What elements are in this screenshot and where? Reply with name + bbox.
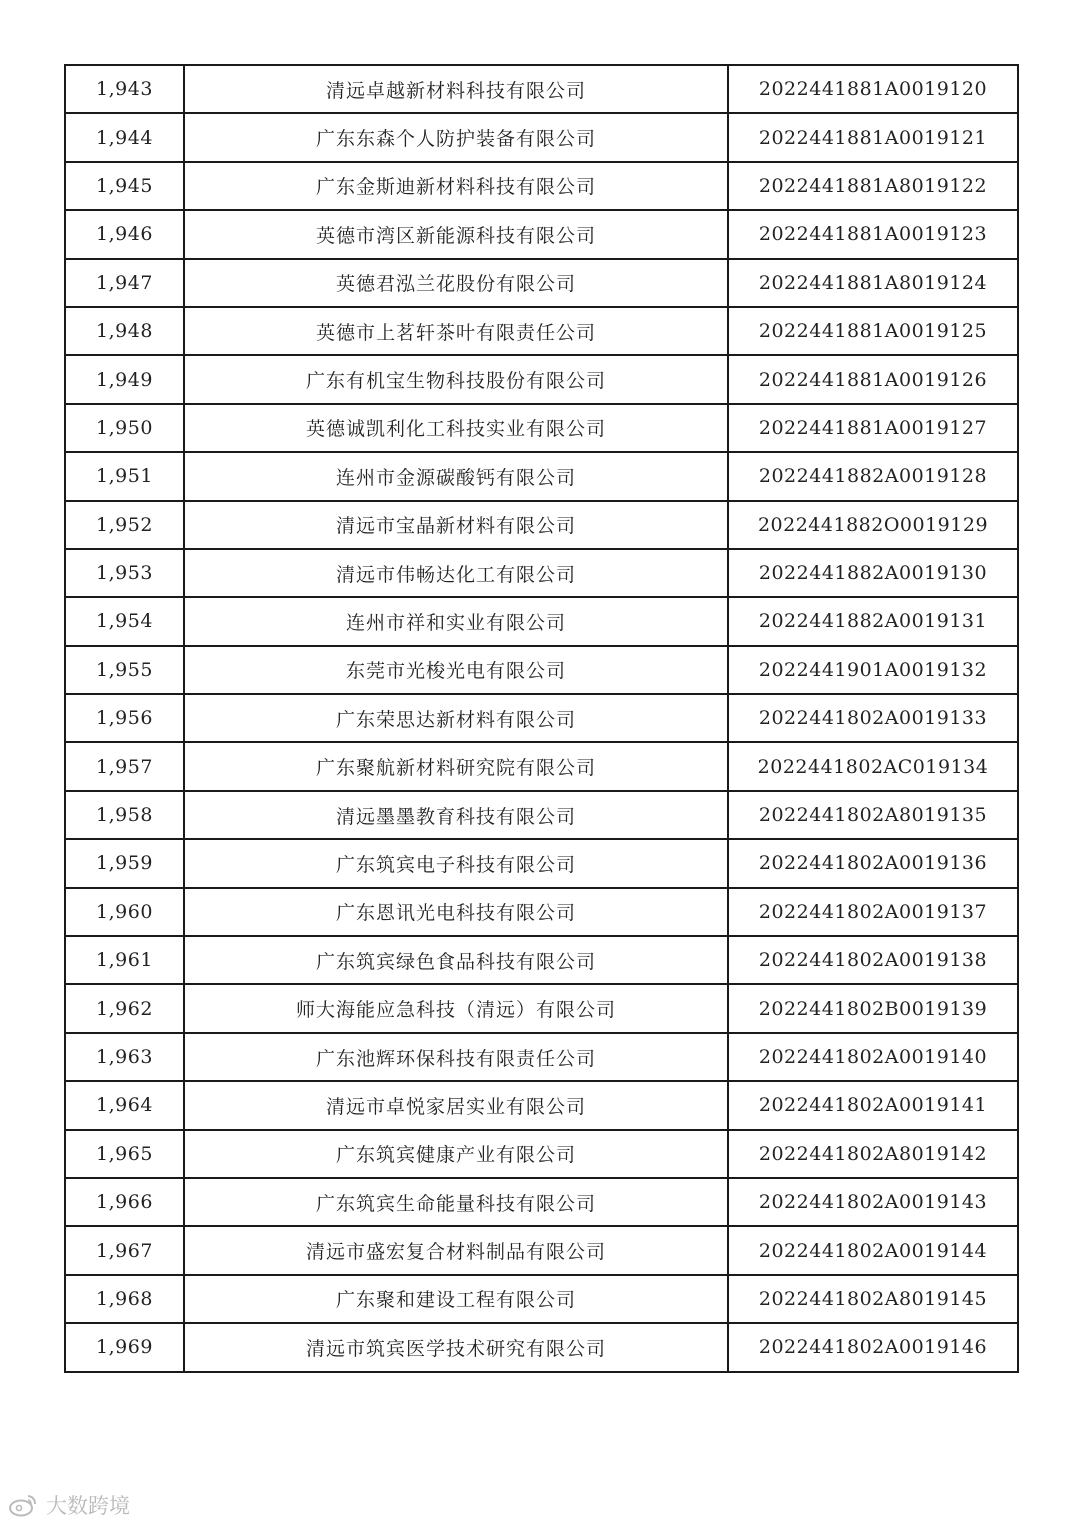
registration-code: 2022441881A0019126: [728, 355, 1018, 403]
company-name: 英德市湾区新能源科技有限公司: [184, 210, 728, 258]
table-row: [65, 452, 1018, 500]
table-row: [65, 1130, 1018, 1178]
registration-code: 2022441882O0019129: [728, 501, 1018, 549]
watermark: [8, 1490, 130, 1520]
registration-code: 2022441802A8019135: [728, 791, 1018, 839]
row-number: 1,947: [65, 259, 184, 307]
row-number: 1,962: [65, 984, 184, 1032]
table-row: [65, 984, 1018, 1032]
company-list-table: [64, 64, 1019, 1373]
table-row: [65, 259, 1018, 307]
company-name: 连州市祥和实业有限公司: [184, 597, 728, 645]
registration-code: 2022441802A0019140: [728, 1033, 1018, 1081]
company-name: 广东筑宾电子科技有限公司: [184, 839, 728, 887]
row-number: 1,959: [65, 839, 184, 887]
registration-code: 2022441802A8019142: [728, 1130, 1018, 1178]
company-name: 广东聚航新材料研究院有限公司: [184, 742, 728, 790]
row-number: 1,944: [65, 113, 184, 161]
table-row: [65, 839, 1018, 887]
company-name: 广东有机宝生物科技股份有限公司: [184, 355, 728, 403]
table-row: [65, 210, 1018, 258]
table-row: [65, 1226, 1018, 1274]
company-name: 清远墨墨教育科技有限公司: [184, 791, 728, 839]
registration-code: 2022441881A0019121: [728, 113, 1018, 161]
registration-code: 2022441802A0019144: [728, 1226, 1018, 1274]
row-number: 1,961: [65, 936, 184, 984]
company-name: 广东池辉环保科技有限责任公司: [184, 1033, 728, 1081]
registration-code: 2022441802A0019141: [728, 1081, 1018, 1129]
row-number: 1,966: [65, 1178, 184, 1226]
company-name: 英德市上茗轩茶叶有限责任公司: [184, 307, 728, 355]
row-number: 1,949: [65, 355, 184, 403]
registration-code: 2022441881A0019120: [728, 65, 1018, 113]
registration-code: 2022441881A8019122: [728, 162, 1018, 210]
row-number: 1,945: [65, 162, 184, 210]
table-row: [65, 113, 1018, 161]
registration-code: 2022441881A0019123: [728, 210, 1018, 258]
row-number: 1,963: [65, 1033, 184, 1081]
registration-code: 2022441802A0019137: [728, 888, 1018, 936]
row-number: 1,951: [65, 452, 184, 500]
company-name: 清远市盛宏复合材料制品有限公司: [184, 1226, 728, 1274]
registration-code: 2022441802A0019136: [728, 839, 1018, 887]
row-number: 1,969: [65, 1323, 184, 1371]
table-row: [65, 404, 1018, 452]
row-number: 1,968: [65, 1275, 184, 1323]
table-row: [65, 501, 1018, 549]
registration-code: 2022441802A0019133: [728, 694, 1018, 742]
table-row: [65, 888, 1018, 936]
registration-code: 2022441881A8019124: [728, 259, 1018, 307]
registration-code: 2022441802A0019143: [728, 1178, 1018, 1226]
weibo-style-logo-icon: [8, 1493, 38, 1517]
table-row: [65, 742, 1018, 790]
row-number: 1,965: [65, 1130, 184, 1178]
table-row: [65, 162, 1018, 210]
row-number: 1,953: [65, 549, 184, 597]
company-name: 广东聚和建设工程有限公司: [184, 1275, 728, 1323]
row-number: 1,955: [65, 646, 184, 694]
company-name: 清远市筑宾医学技术研究有限公司: [184, 1323, 728, 1371]
table-row: [65, 791, 1018, 839]
company-name: 清远市卓悦家居实业有限公司: [184, 1081, 728, 1129]
table-row: [65, 694, 1018, 742]
registration-code: 2022441882A0019130: [728, 549, 1018, 597]
table-row: [65, 1323, 1018, 1371]
registration-code: 2022441882A0019128: [728, 452, 1018, 500]
company-name: 连州市金源碳酸钙有限公司: [184, 452, 728, 500]
registration-code: 2022441802B0019139: [728, 984, 1018, 1032]
company-name: 广东荣思达新材料有限公司: [184, 694, 728, 742]
registration-code: 2022441881A0019125: [728, 307, 1018, 355]
row-number: 1,950: [65, 404, 184, 452]
registration-code: 2022441881A0019127: [728, 404, 1018, 452]
company-name: 广东恩讯光电科技有限公司: [184, 888, 728, 936]
table-row: [65, 307, 1018, 355]
watermark-text: 大数跨境: [46, 1494, 130, 1518]
table-row: [65, 1033, 1018, 1081]
table-row: [65, 1178, 1018, 1226]
registration-code: 2022441882A0019131: [728, 597, 1018, 645]
company-name: 广东金斯迪新材料科技有限公司: [184, 162, 728, 210]
company-name: 清远卓越新材料科技有限公司: [184, 65, 728, 113]
row-number: 1,960: [65, 888, 184, 936]
company-name: 师大海能应急科技（清远）有限公司: [184, 984, 728, 1032]
company-name: 广东筑宾绿色食品科技有限公司: [184, 936, 728, 984]
company-name: 英德诚凯利化工科技实业有限公司: [184, 404, 728, 452]
company-name: 清远市宝晶新材料有限公司: [184, 501, 728, 549]
table-body: [65, 65, 1018, 1372]
table-row: [65, 646, 1018, 694]
registration-code: 2022441802AC019134: [728, 742, 1018, 790]
table-row: [65, 65, 1018, 113]
row-number: 1,952: [65, 501, 184, 549]
registration-code: 2022441802A8019145: [728, 1275, 1018, 1323]
registration-code: 2022441802A0019146: [728, 1323, 1018, 1371]
company-name: 广东筑宾健康产业有限公司: [184, 1130, 728, 1178]
row-number: 1,964: [65, 1081, 184, 1129]
company-name: 英德君泓兰花股份有限公司: [184, 259, 728, 307]
row-number: 1,948: [65, 307, 184, 355]
company-name: 广东筑宾生命能量科技有限公司: [184, 1178, 728, 1226]
table-row: [65, 936, 1018, 984]
row-number: 1,958: [65, 791, 184, 839]
table-row: [65, 597, 1018, 645]
table-row: [65, 1275, 1018, 1323]
table-row: [65, 549, 1018, 597]
row-number: 1,946: [65, 210, 184, 258]
row-number: 1,943: [65, 65, 184, 113]
company-name: 清远市伟畅达化工有限公司: [184, 549, 728, 597]
row-number: 1,957: [65, 742, 184, 790]
company-name: 东莞市光梭光电有限公司: [184, 646, 728, 694]
row-number: 1,954: [65, 597, 184, 645]
table-row: [65, 355, 1018, 403]
company-name: 广东东森个人防护装备有限公司: [184, 113, 728, 161]
row-number: 1,967: [65, 1226, 184, 1274]
table-row: [65, 1081, 1018, 1129]
registration-code: 2022441802A0019138: [728, 936, 1018, 984]
registration-code: 2022441901A0019132: [728, 646, 1018, 694]
row-number: 1,956: [65, 694, 184, 742]
